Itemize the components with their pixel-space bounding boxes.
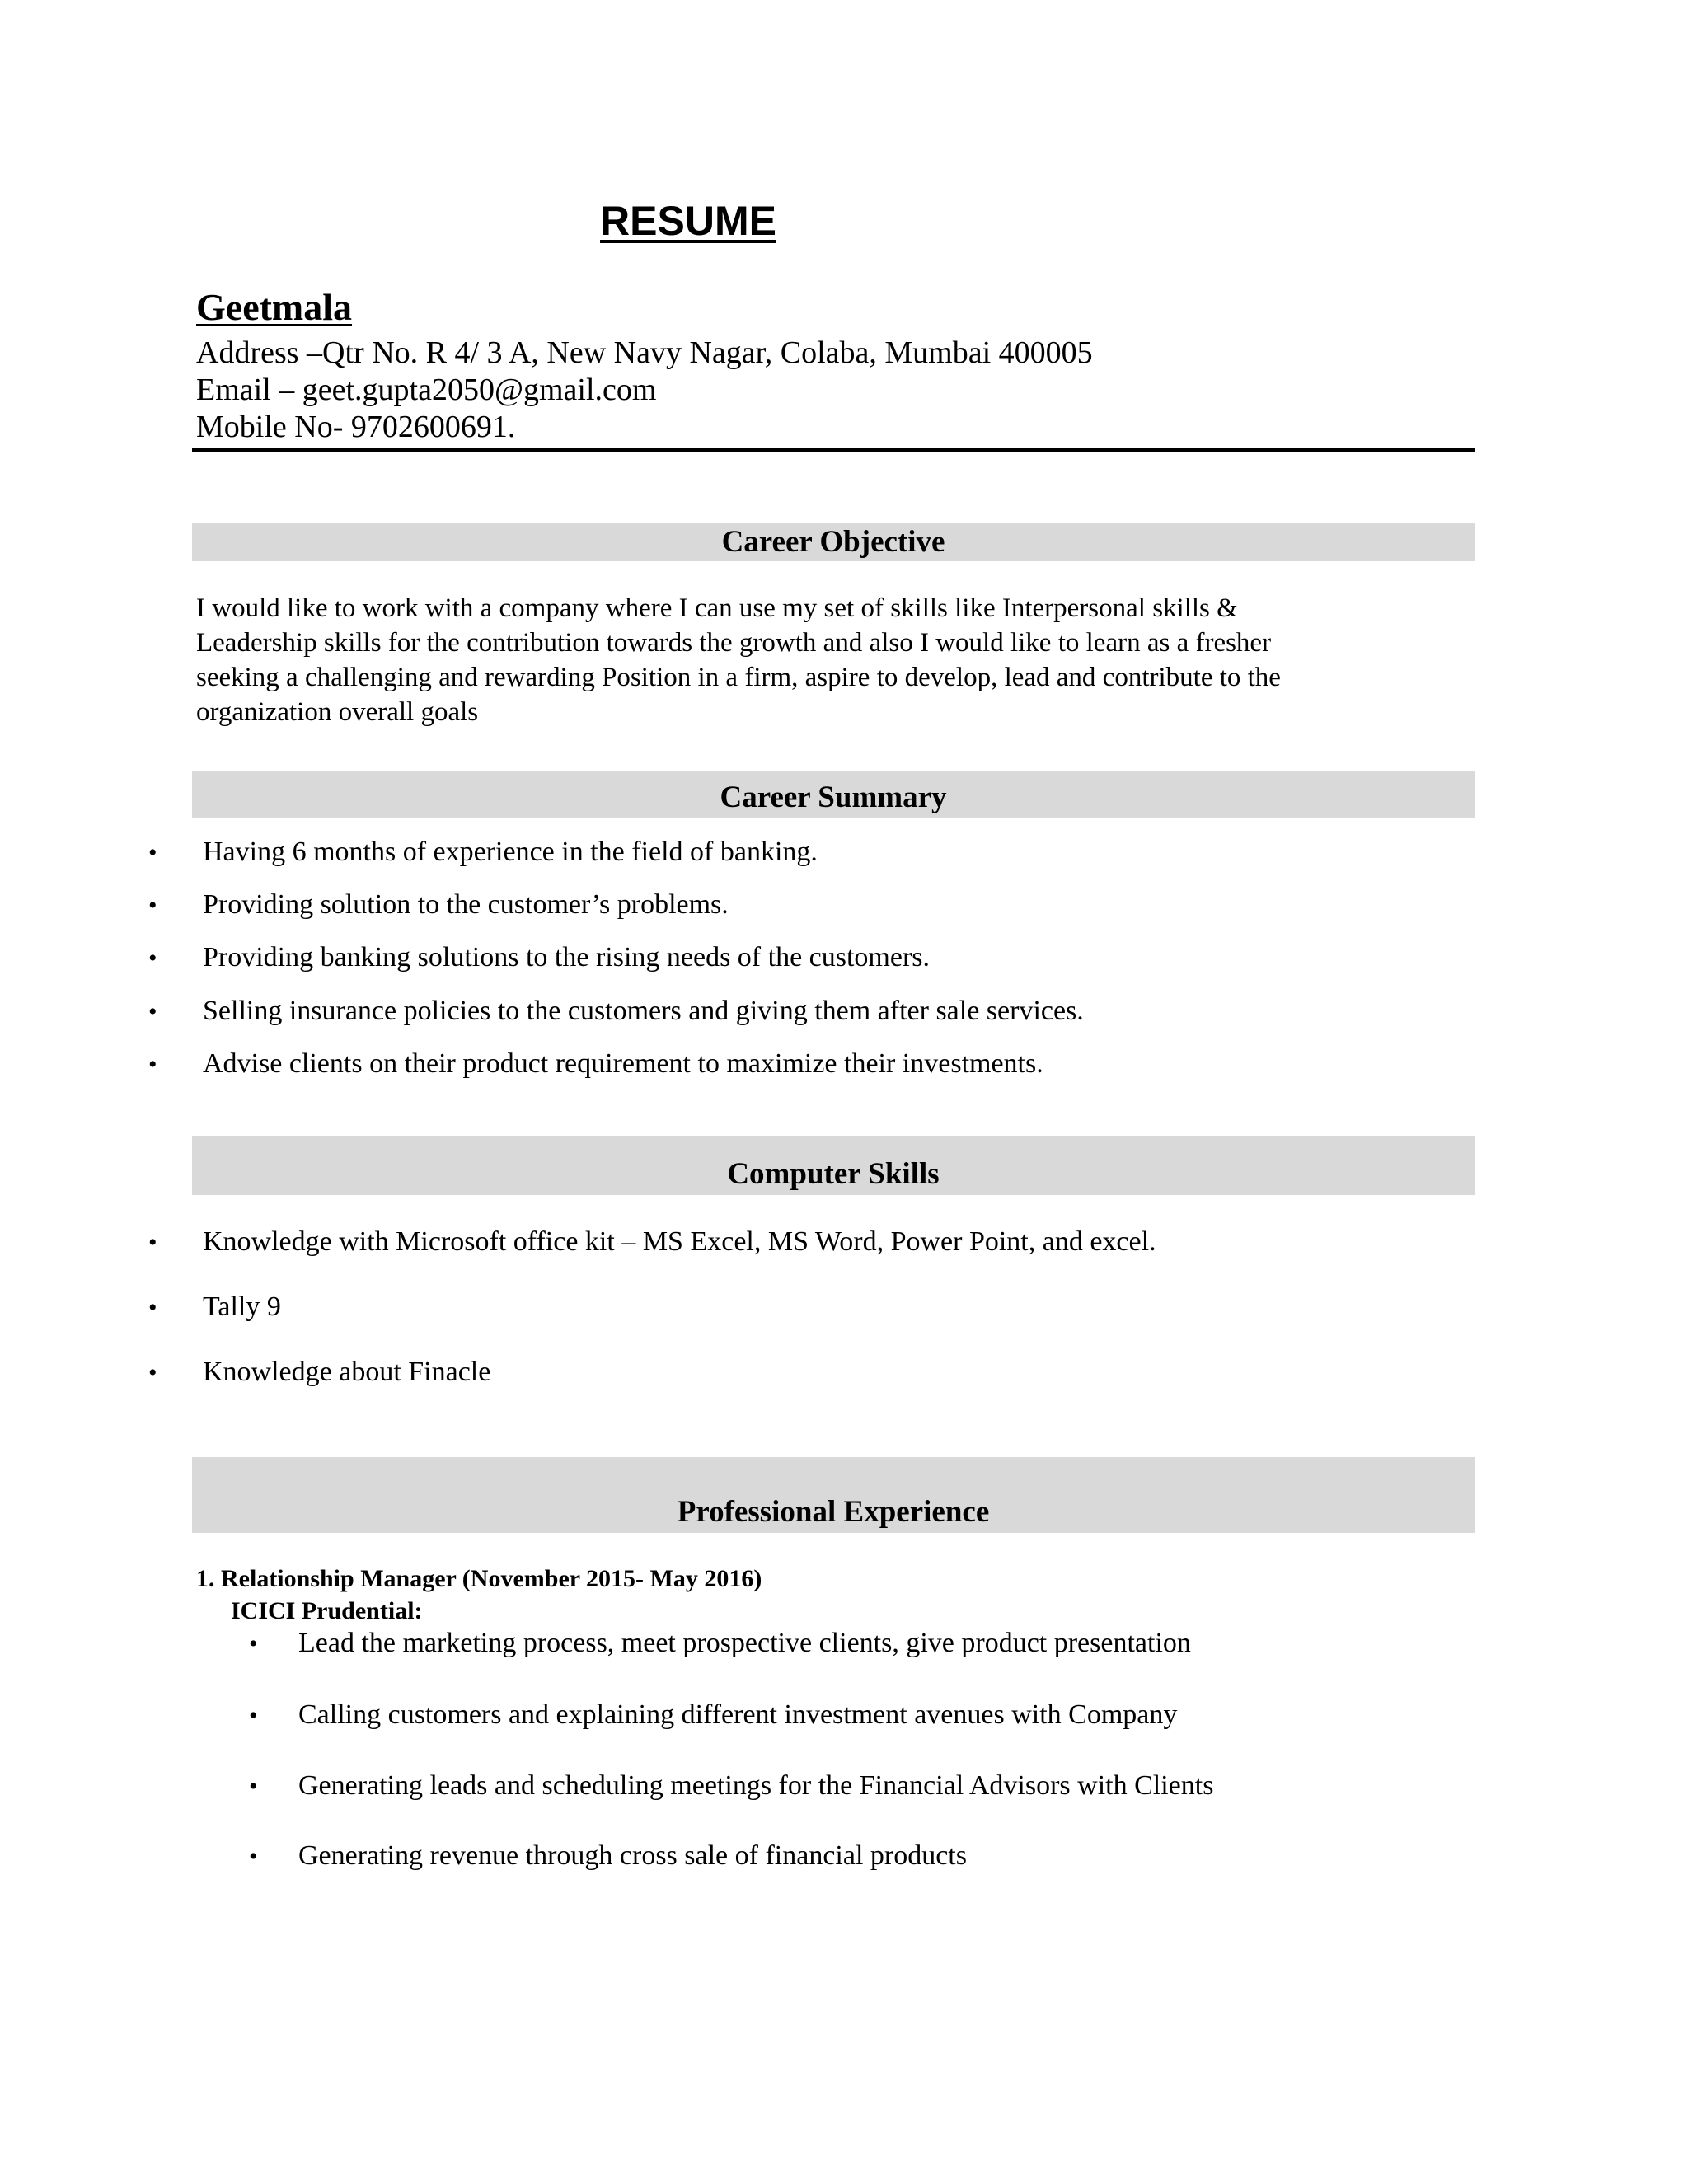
section-header-computer-skills [192, 1136, 1475, 1195]
job-company: ICICI Prudential: [231, 1597, 423, 1624]
bullet-icon: • [249, 1843, 258, 1870]
career-objective-paragraph [196, 591, 1482, 729]
section-title: Professional Experience [677, 1495, 990, 1529]
list-item-text: Selling insurance policies to the customers and giving them after sale services. [203, 996, 1084, 1026]
list-item [249, 1838, 967, 1875]
list-item-text: Generating leads and scheduling meetings for the Financial Advisors with Clients [298, 1770, 1214, 1801]
section-title: Computer Skills [727, 1157, 940, 1191]
bullet-icon: • [148, 839, 157, 866]
section-title: Career Objective [721, 525, 945, 559]
section-header-career-objective [192, 523, 1475, 561]
job-title: 1. Relationship Manager (November 2015- May 2016) [196, 1565, 762, 1592]
paragraph-line: Leadership skills for the contribution towards the growth and also I would like to learn as a fresher [196, 628, 1272, 658]
list-item [249, 1697, 1177, 1734]
list-item-text: Calling customers and explaining different investment avenues with Company [298, 1699, 1178, 1730]
bullet-icon: • [148, 944, 157, 972]
section-title: Career Summary [720, 780, 947, 814]
list-item-text: Advise clients on their product requirement to maximize their investments. [203, 1048, 1043, 1079]
list-item-text: Knowledge with Microsoft office kit – MS Excel, MS Word, Power Point, and excel. [203, 1226, 1156, 1257]
section-header-professional-experience [192, 1457, 1475, 1533]
bullet-icon: • [249, 1630, 258, 1657]
list-item-text: Tally 9 [203, 1291, 281, 1322]
list-item [148, 993, 1084, 1030]
bullet-icon: • [148, 892, 157, 919]
paragraph-line: organization overall goals [196, 697, 479, 727]
list-item-text: Providing banking solutions to the rising needs of the customers. [203, 942, 931, 972]
address-line: Address –Qtr No. R 4/ 3 A, New Navy Nagar, Colaba, Mumbai 400005 [196, 335, 1093, 370]
list-item [148, 834, 818, 871]
candidate-name: Geetmala [196, 286, 353, 328]
bullet-icon: • [148, 1229, 157, 1256]
email-line: Email – geet.gupta2050@gmail.com [196, 373, 657, 407]
list-item [249, 1768, 1213, 1805]
bullet-icon: • [148, 1294, 157, 1321]
list-item-text: Providing solution to the customer’s problems. [203, 889, 729, 920]
document-title [0, 196, 1376, 246]
mobile-line: Mobile No- 9702600691. [196, 410, 516, 444]
section-header-career-summary [192, 771, 1475, 818]
list-item-text: Having 6 months of experience in the field of banking. [203, 837, 818, 867]
paragraph-line: seeking a challenging and rewarding Position in a firm, aspire to develop, lead and contribute to the [196, 663, 1281, 692]
list-item-text: Lead the marketing process, meet prospective clients, give product presentation [298, 1628, 1191, 1658]
bullet-icon: • [148, 1051, 157, 1078]
paragraph-line: I would like to work with a company where I can use my set of skills like Interpersonal skills & [196, 593, 1238, 623]
list-item [148, 1224, 1156, 1261]
document-title-text: RESUME [600, 198, 776, 244]
bullet-icon: • [148, 1359, 157, 1386]
list-item [249, 1625, 1191, 1662]
bullet-icon: • [249, 1773, 258, 1800]
list-item [148, 1289, 281, 1326]
list-item-text: Knowledge about Finacle [203, 1357, 491, 1387]
list-item [148, 1354, 490, 1391]
list-item [148, 1046, 1043, 1083]
bullet-icon: • [148, 998, 157, 1025]
list-item-text: Generating revenue through cross sale of financial products [298, 1840, 967, 1871]
header-divider [192, 448, 1475, 452]
bullet-icon: • [249, 1702, 258, 1729]
list-item [148, 940, 930, 977]
list-item [148, 887, 729, 924]
